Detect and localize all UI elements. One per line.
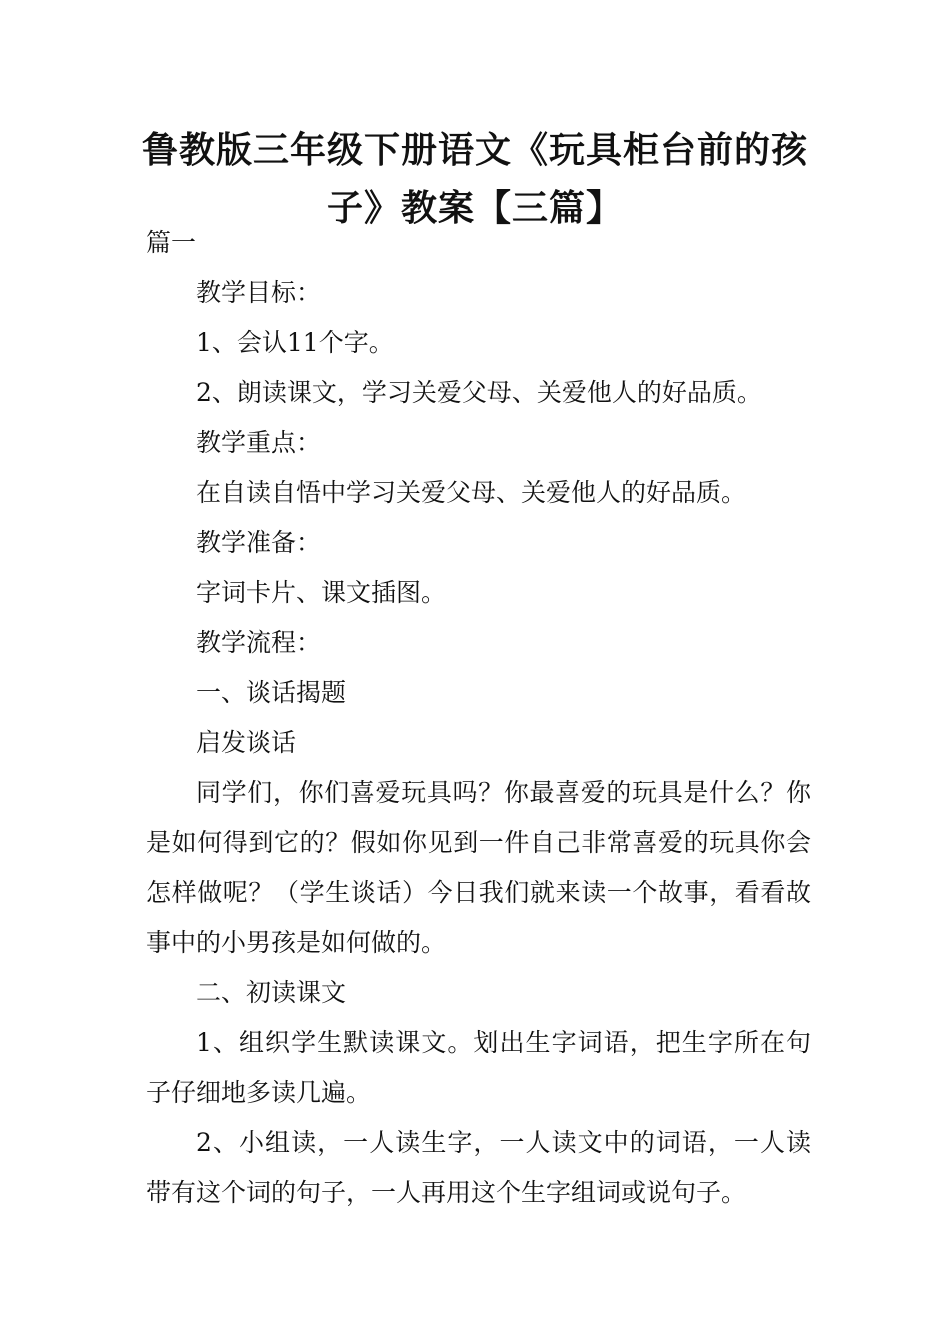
paragraph: 在自读自悟中学习关爱父母、关爱他人的好品质。 bbox=[196, 478, 747, 507]
paragraph: 教学目标： bbox=[196, 278, 322, 307]
paragraph: 教学流程： bbox=[196, 628, 322, 657]
section-heading: 篇一 bbox=[146, 228, 197, 257]
paragraph: 一、谈话揭题 bbox=[196, 678, 347, 707]
paragraph: 同学们，你们喜爱玩具吗？你最喜爱的玩具是什么？你是如何得到它的？假如你见到一件自己非常喜爱的玩具你会怎样做呢？（学生谈话）今日我们就来读一个故事，看看故事中的小男孩是如何做的。 bbox=[146, 778, 811, 957]
title-line-2: 子》教案【三篇】 bbox=[326, 188, 623, 229]
paragraph: 1、会认11个字。 bbox=[196, 328, 394, 357]
paragraph: 启发谈话 bbox=[196, 728, 297, 757]
paragraph: 二、初读课文 bbox=[196, 978, 347, 1007]
document-body bbox=[146, 218, 811, 1218]
paragraph: 2、小组读，一人读生字，一人读文中的词语，一人读带有这个词的句子，一人再用这个生字组词或说句子。 bbox=[146, 1128, 811, 1207]
title-line-1: 鲁教版三年级下册语文《玩具柜台前的孩 bbox=[141, 130, 808, 171]
paragraph: 教学准备： bbox=[196, 528, 322, 557]
paragraph: 2、朗读课文，学习关爱父母、关爱他人的好品质。 bbox=[196, 378, 762, 407]
paragraph: 字词卡片、课文插图。 bbox=[196, 578, 447, 607]
paragraph: 教学重点： bbox=[196, 428, 322, 457]
paragraph: 1、组织学生默读课文。划出生字词语，把生字所在句子仔细地多读几遍。 bbox=[146, 1028, 811, 1107]
